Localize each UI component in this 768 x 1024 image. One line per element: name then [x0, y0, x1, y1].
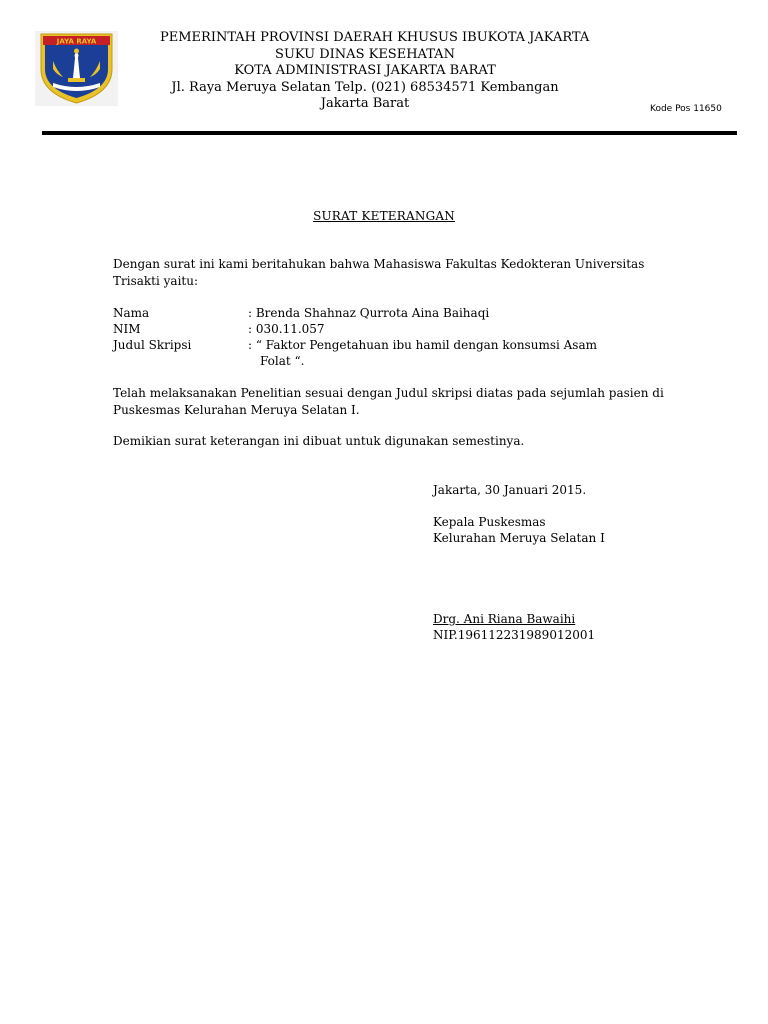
- signer-position-line2: Kelurahan Meruya Selatan I: [433, 531, 605, 545]
- letterhead-divider: [42, 131, 737, 135]
- nim-value: : 030.11.057: [248, 322, 325, 336]
- thesis-label: Judul Skripsi: [113, 338, 192, 352]
- research-paragraph: Telah melaksanakan Penelitian sesuai dengan Judul skripsi diatas pada sejumlah pasien di Puskesmas Kelurahan Meruya Selatan I.: [113, 386, 664, 417]
- closing-paragraph: Demikian surat keterangan ini dibuat untuk digunakan semestinya.: [113, 434, 525, 448]
- jakarta-coat-of-arms-logo: [35, 31, 118, 106]
- letterhead: [160, 30, 590, 113]
- place-date: Jakarta, 30 Januari 2015.: [433, 483, 587, 497]
- letterhead-line-address: Jl. Raya Meruya Selatan Telp. (021) 68534571 Kembangan: [171, 79, 559, 95]
- name-value: : Brenda Shahnaz Qurrota Aina Baihaqi: [248, 306, 490, 320]
- nim-label: NIM: [113, 322, 141, 336]
- letterhead-line-agency: SUKU DINAS KESEHATAN: [275, 46, 455, 62]
- letterhead-line-government: PEMERINTAH PROVINSI DAERAH KHUSUS IBUKOTA JAKARTA: [160, 30, 590, 45]
- document-title: SURAT KETERANGAN: [313, 209, 455, 223]
- name-label: Nama: [113, 306, 150, 320]
- logo-text: JAYA RAYA: [56, 37, 97, 46]
- letterhead-line-region: Jakarta Barat: [320, 96, 410, 111]
- letterhead-line-city: KOTA ADMINISTRASI JAKARTA BARAT: [234, 63, 496, 78]
- signer-nip: NIP.196112231989012001: [433, 628, 596, 642]
- signer-name: Drg. Ani Riana Bawaihi: [433, 612, 576, 626]
- postal-code: Kode Pos 11650: [650, 104, 722, 114]
- intro-paragraph: Dengan surat ini kami beritahukan bahwa Mahasiswa Fakultas Kedokteran Universitas Trisakti yaitu:: [113, 257, 645, 288]
- thesis-value-line1: : “ Faktor Pengetahuan ibu hamil dengan konsumsi Asam: [248, 338, 597, 352]
- signer-position-line1: Kepala Puskesmas: [433, 515, 546, 529]
- thesis-value-line2: Folat “.: [260, 354, 305, 368]
